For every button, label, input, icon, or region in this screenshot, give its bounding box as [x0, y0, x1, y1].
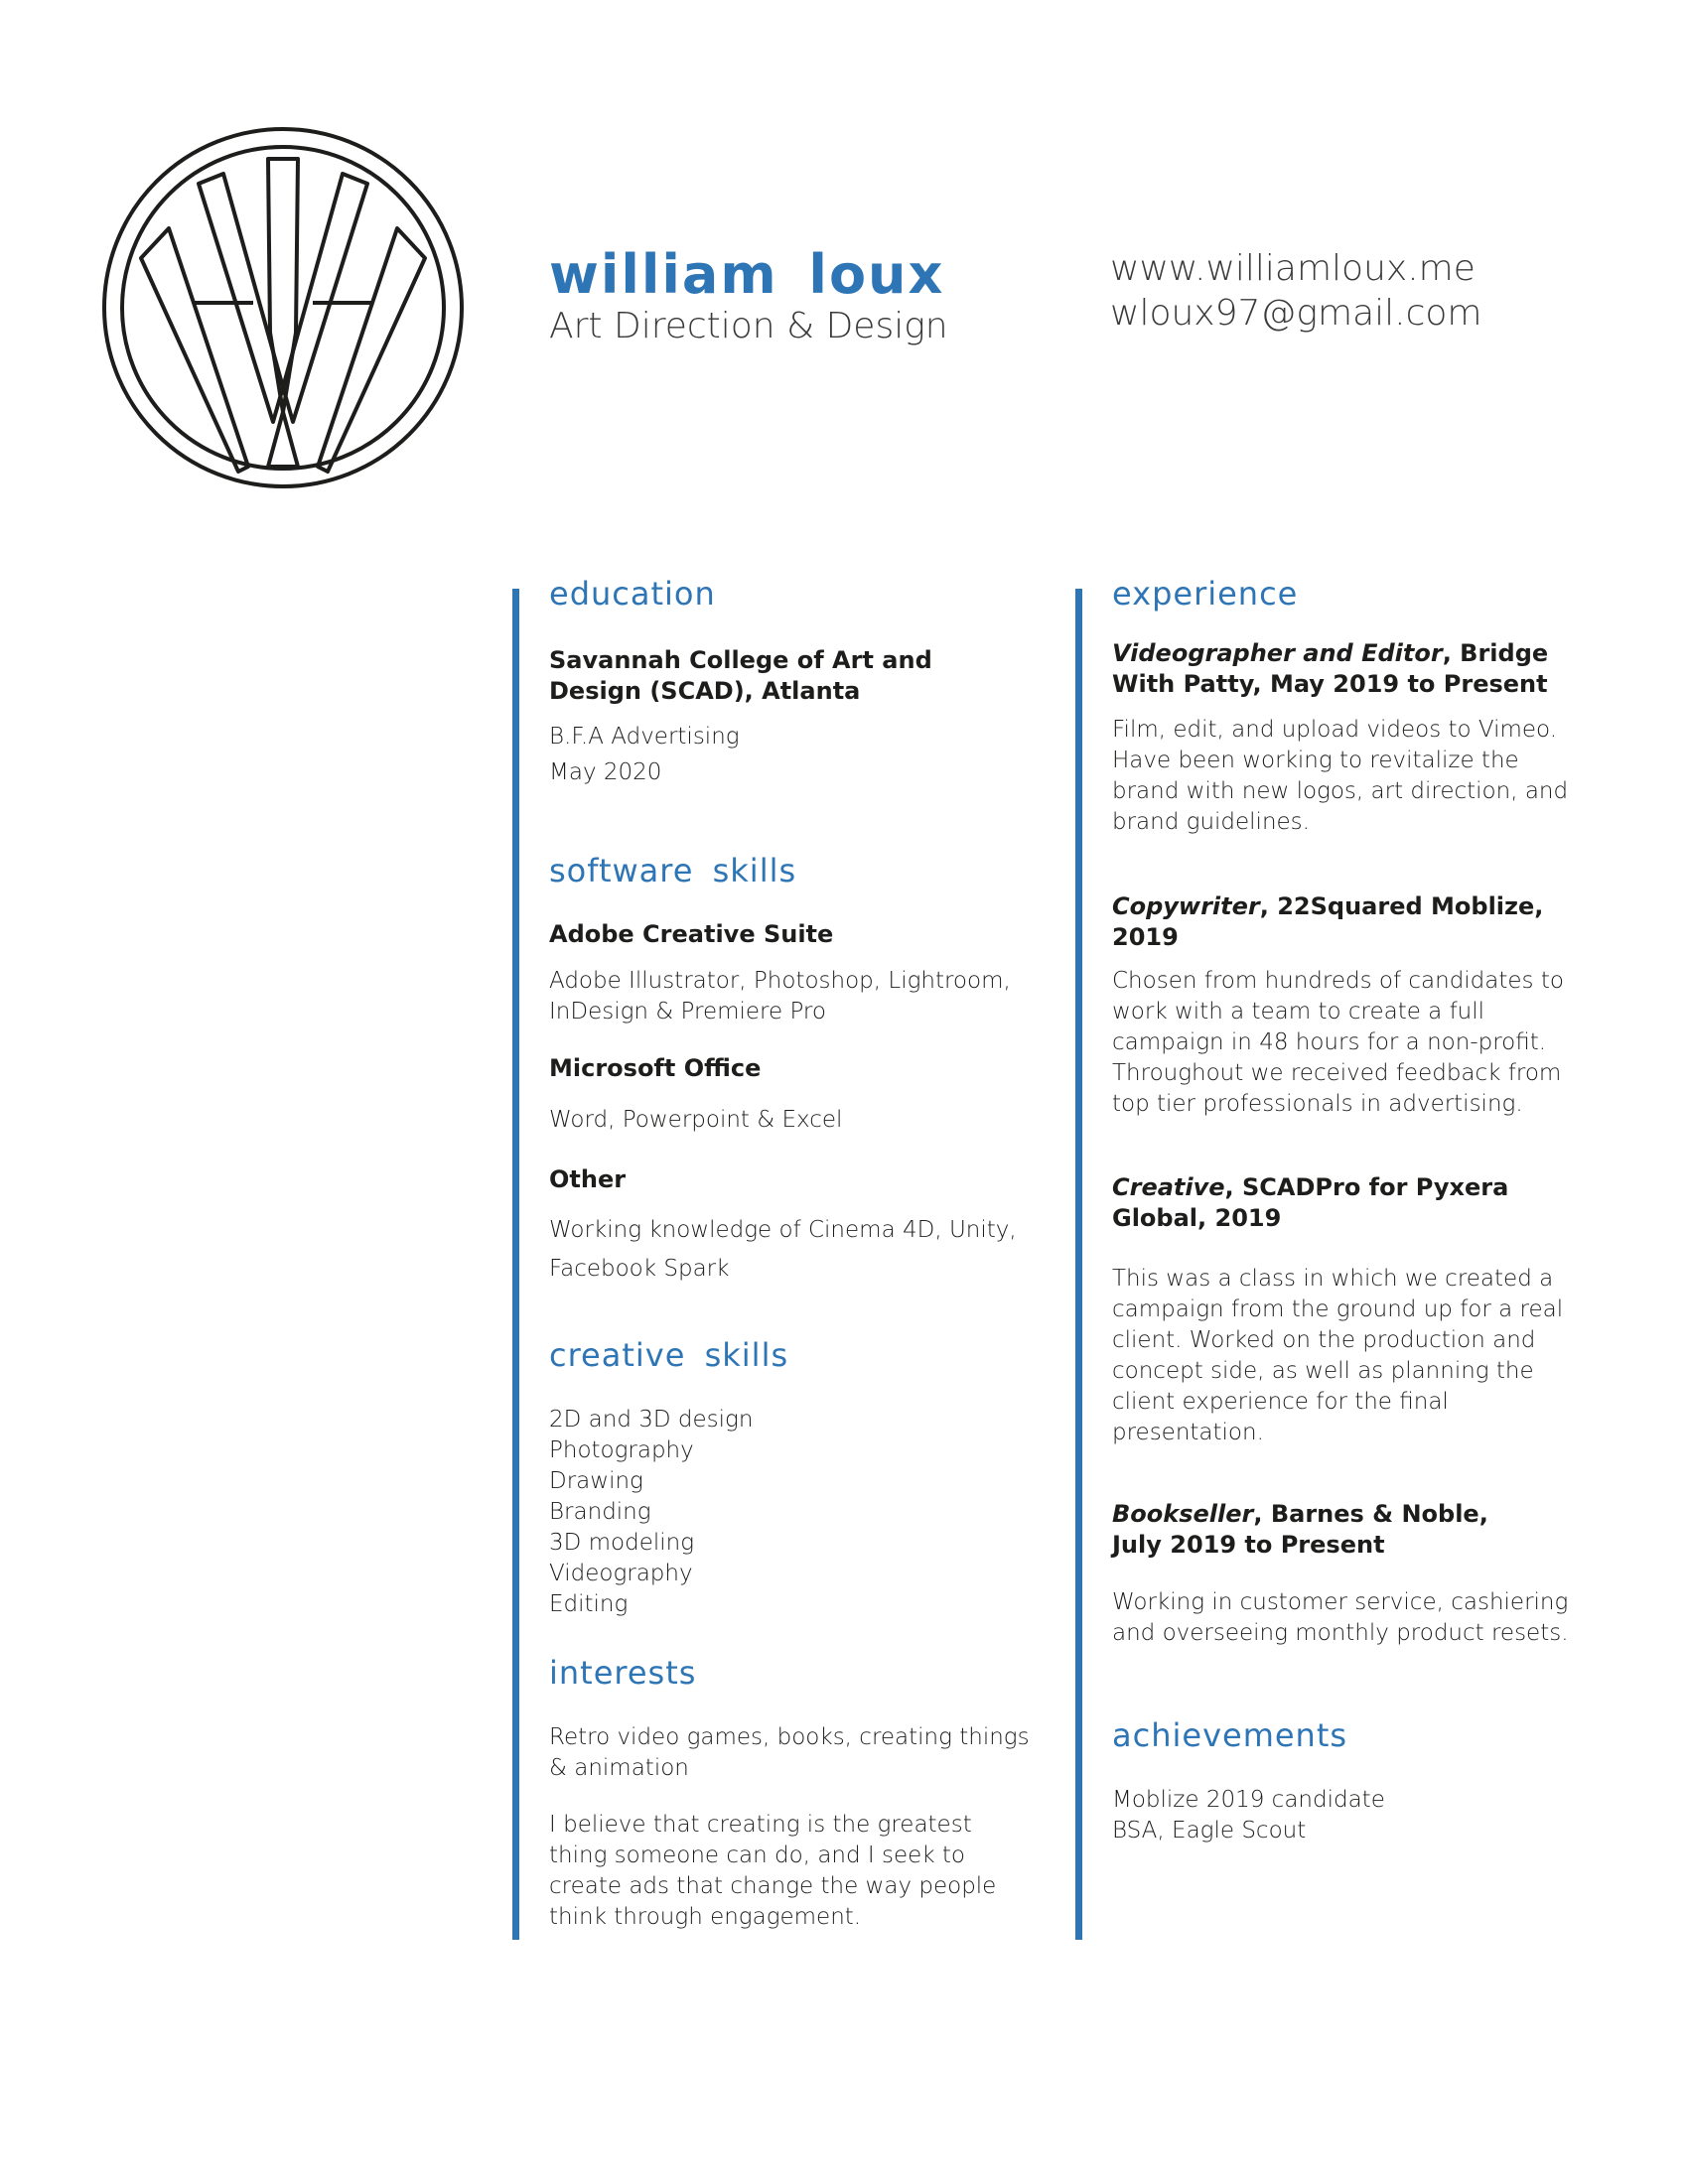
- job-title-line: [1112, 638, 1599, 700]
- job-org: , 22Squared Moblize, 2019: [1112, 892, 1544, 951]
- job-title-line: [1112, 1499, 1529, 1561]
- software-group-detail: Adobe Illustrator, Photoshop, Lightroom, InDesign & Premiere Pro: [549, 968, 1011, 1024]
- job-title-line: [1112, 891, 1579, 953]
- list-item: Editing: [549, 1591, 629, 1617]
- right-column: [1075, 575, 1599, 1940]
- left-column: [512, 575, 1036, 1940]
- creative-skills-list: [549, 1405, 753, 1620]
- job-description: This was a class in which we created a campaign from the ground up for a real client. Worked on the production and concept side, as well as planning the client experience for the final presentation.: [1112, 1266, 1564, 1445]
- job-description: Working in customer service, cashiering and overseeing monthly product resets.: [1112, 1589, 1569, 1646]
- software-group-title: Microsoft Office: [549, 1054, 762, 1082]
- experience-heading: experience: [1112, 575, 1299, 613]
- job-org: , Bridge With Patty, May 2019 to Present: [1112, 639, 1549, 698]
- list-item: 3D modeling: [549, 1530, 695, 1556]
- job-org: , Barnes & Noble, July 2019 to Present: [1112, 1500, 1488, 1559]
- list-item: 2D and 3D design: [549, 1407, 754, 1433]
- job-role: Copywriter: [1112, 892, 1260, 920]
- logo-monogram: [99, 124, 467, 491]
- software-group-detail: Word, Powerpoint & Excel: [549, 1107, 843, 1133]
- interests-heading: interests: [549, 1654, 697, 1692]
- wl-logo-icon: [99, 124, 467, 491]
- job-role: Creative: [1112, 1173, 1225, 1201]
- software-skills-heading: software skills: [549, 852, 797, 889]
- job-title-line: [1112, 1172, 1589, 1234]
- education-date: May 2020: [549, 759, 662, 785]
- list-item: Moblize 2019 candidate: [1112, 1787, 1385, 1813]
- personal-statement: I believe that creating is the greatest thing someone can do, and I seek to create ads that change the way people think through engagement.: [549, 1812, 997, 1930]
- interests-text: Retro video games, books, creating things & animation: [549, 1724, 1030, 1781]
- list-item: BSA, Eagle Scout: [1112, 1818, 1307, 1843]
- list-item: Photography: [549, 1437, 694, 1463]
- job-description: Film, edit, and upload videos to Vimeo. Have been working to revitalize the brand with new logos, art direction, and brand guidelines.: [1112, 717, 1569, 835]
- email-link[interactable]: wloux97@gmail.com: [1110, 293, 1482, 334]
- person-name: william loux: [549, 243, 945, 306]
- job-description: Chosen from hundreds of candidates to work with a team to create a full campaign in 48 hours for a non-profit. Throughout we received feedback from top tier professionals in advertising.: [1112, 968, 1564, 1117]
- achievements-list: [1112, 1785, 1385, 1846]
- contact-block: [1110, 246, 1481, 336]
- achievements-heading: achievements: [1112, 1716, 1348, 1754]
- list-item: Branding: [549, 1499, 651, 1525]
- creative-skills-heading: creative skills: [549, 1336, 789, 1374]
- job-role: Videographer and Editor: [1112, 639, 1443, 667]
- education-degree: B.F.A Advertising: [549, 724, 740, 750]
- software-group-title: Other: [549, 1165, 627, 1193]
- website-link[interactable]: www.williamloux.me: [1110, 248, 1476, 289]
- list-item: Videography: [549, 1561, 693, 1586]
- list-item: Drawing: [549, 1468, 643, 1494]
- education-school: Savannah College of Art and Design (SCAD), Atlanta: [549, 646, 932, 705]
- education-heading: education: [549, 575, 716, 613]
- job-title: Art Direction & Design: [549, 306, 948, 346]
- software-group-detail: Working knowledge of Cinema 4D, Unity, Facebook Spark: [549, 1217, 1017, 1282]
- job-role: Bookseller: [1112, 1500, 1254, 1528]
- job-org: , SCADPro for Pyxera Global, 2019: [1112, 1173, 1509, 1232]
- software-group-title: Adobe Creative Suite: [549, 920, 834, 948]
